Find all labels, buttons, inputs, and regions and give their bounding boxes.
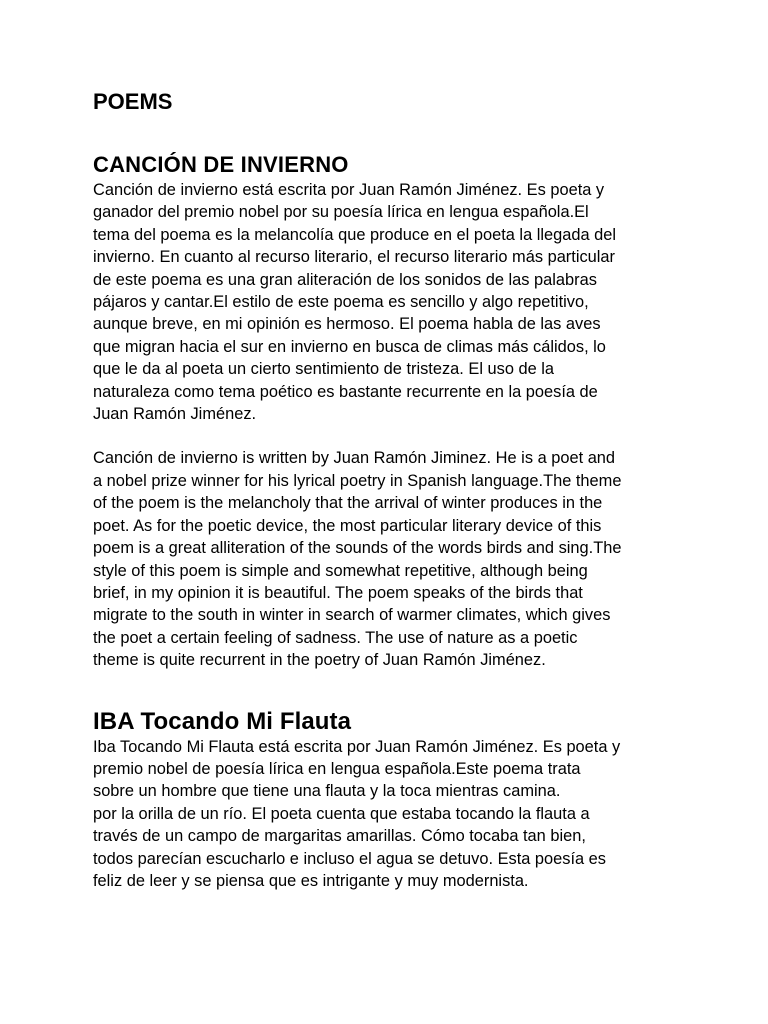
text-line: Canción de invierno está escrita por Juan Ramón Jiménez. Es poeta y [93, 181, 605, 199]
text-line: ganador del premio nobel por su poesía lírica en lengua española.El [93, 203, 589, 222]
text-line: poem is a great alliteration of the sounds of the words birds and sing.The [93, 539, 622, 558]
document-title: POEMS [93, 89, 173, 114]
text-line: tema del poema es la melancolía que produce en el poeta la llegada del [93, 225, 617, 244]
text-line: pájaros y cantar.El estilo de este poema es sencillo y algo repetitivo, [93, 293, 589, 312]
spacer [93, 425, 676, 447]
spacer [93, 672, 676, 708]
text-line: sobre un hombre que tiene una flauta y la toca mientras camina. [93, 782, 561, 801]
paragraph-english [93, 447, 676, 671]
text-line: que le da al poeta un cierto sentimiento de tristeza. El uso de la [93, 360, 555, 379]
text-line: poet. As for the poetic device, the most particular literary device of this [93, 516, 602, 535]
text-line: que migran hacia el sur en invierno en busca de climas más cálidos, lo [93, 337, 606, 356]
text-line: Juan Ramón Jiménez. [93, 405, 257, 424]
section-heading-cancion-de-invierno: CANCIÓN DE INVIERNO [93, 152, 349, 177]
spacer [93, 116, 676, 151]
text-line: todos parecían escucharlo e incluso el agua se detuvo. Esta poesía es [93, 849, 606, 868]
text-line: por la orilla de un río. El poeta cuenta que estaba tocando la flauta a [93, 804, 590, 823]
text-line: través de un campo de margaritas amarillas. Cómo tocaba tan bien, [93, 827, 586, 846]
text-line: Canción de invierno is written by Juan Ramón Jiminez. He is a poet and [93, 449, 616, 468]
text-line: theme is quite recurrent in the poetry of Juan Ramón Jiménez. [93, 651, 546, 670]
text-line: the poet a certain feeling of sadness. The use of nature as a poetic [93, 628, 578, 647]
text-line: aunque breve, en mi opinión es hermoso. El poema habla de las aves [93, 315, 601, 334]
text-line: brief, in my opinion it is beautiful. The poem speaks of the birds that [93, 583, 583, 602]
paragraph-spanish [93, 736, 676, 893]
section-heading-iba-tocando-mi-flauta: IBA Tocando Mi Flauta [93, 707, 352, 735]
paragraph-spanish [93, 179, 676, 425]
text-line: premio nobel de poesía lírica en lengua española.Este poema trata [93, 759, 581, 778]
text-line: a nobel prize winner for his lyrical poetry in Spanish language.The theme [93, 471, 622, 490]
text-line: style of this poem is simple and somewhat repetitive, although being [93, 561, 588, 580]
text-line: Iba Tocando Mi Flauta está escrita por Juan Ramón Jiménez. Es poeta y [93, 737, 621, 756]
text-line: de este poema es una gran aliteración de los sonidos de las palabras [93, 270, 597, 289]
text-line: migrate to the south in winter in search of warmer climates, which gives [93, 606, 611, 625]
text-line: feliz de leer y se piensa que es intrigante y muy modernista. [93, 871, 529, 890]
text-line: naturaleza como tema poético es bastante recurrente en la poesía de [93, 382, 598, 401]
text-line: of the poem is the melancholy that the arrival of winter produces in the [93, 494, 603, 513]
text-line: invierno. En cuanto al recurso literario, el recurso literario más particular [93, 248, 615, 267]
